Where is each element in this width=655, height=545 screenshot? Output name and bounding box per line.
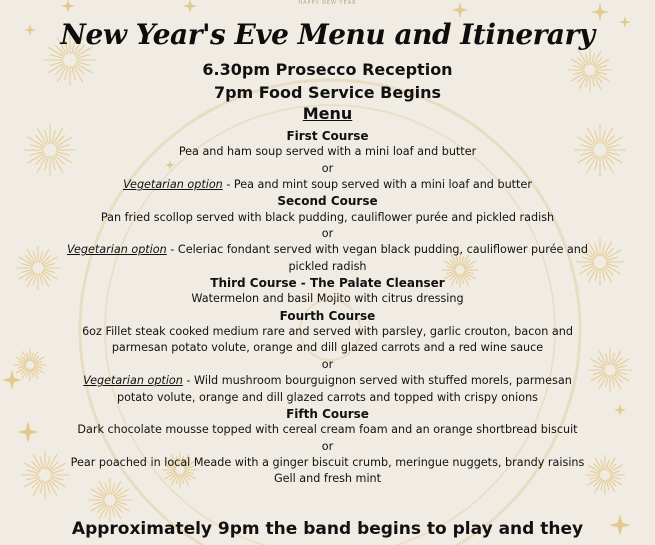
first-course-heading: First Course — [286, 129, 369, 143]
fifth-course-heading: Fifth Course — [286, 406, 369, 421]
fifth-course-or: or — [321, 439, 334, 453]
menu-list — [0, 128, 655, 488]
page-title: New Year's Eve Menu and Itinerary — [60, 18, 595, 51]
first-course-or: or — [321, 161, 334, 175]
fifth-course-main: Dark chocolate mousse topped with cereal cream foam and an orange shortbread biscuit — [77, 423, 578, 437]
fifth-course-alt: Pear poached in local Meade with a ginger biscuit crumb, meringue nuggets, brandy raisins — [70, 455, 585, 469]
third-course-main: Watermelon and basil Mojito with citrus dressing — [191, 292, 464, 306]
fourth-course-main-cont: parmesan potato volute, orange and dill glazed carrots and a red wine sauce — [111, 341, 544, 355]
third-course-heading: Third Course - The Palate Cleanser — [210, 276, 445, 291]
menu-heading: Menu — [302, 104, 353, 123]
first-course-veg — [0, 177, 655, 193]
first-course-main: Pea and ham soup served with a mini loaf and butter — [178, 145, 477, 159]
fourth-course-main: 6oz Fillet steak cooked medium rare and served with parsley, garlic crouton, bacon and — [82, 325, 573, 339]
second-course-veg — [0, 242, 655, 258]
second-course-or: or — [321, 227, 334, 241]
veg-option-text: - Pea and mint soup served with a mini loaf and butter — [222, 178, 532, 192]
fourth-course-veg-cont: potato volute, orange and dill glazed carrots and topped with crispy onions — [116, 390, 539, 404]
veg-option-label: Vegetarian option — [123, 178, 223, 192]
second-course-veg-cont: pickled radish — [288, 259, 367, 273]
veg-option-label: Vegetarian option — [83, 374, 183, 388]
band-note: Approximately 9pm the band begins to play and they — [71, 519, 584, 539]
fourth-course-heading: Fourth Course — [279, 308, 376, 323]
fifth-course-alt-cont: Gell and fresh mint — [273, 472, 382, 486]
happy-new-year-banner: HAPPY NEW YEAR — [298, 0, 357, 6]
veg-option-text: - Celeriac fondant served with vegan black pudding, cauliflower purée and — [166, 243, 588, 257]
food-service-time: 7pm Food Service Begins — [213, 83, 442, 102]
reception-time: 6.30pm Prosecco Reception — [202, 60, 453, 79]
second-course-heading: Second Course — [277, 194, 378, 209]
veg-option-text: - Wild mushroom bourguignon served with stuffed morels, parmesan — [182, 374, 572, 388]
fourth-course-or: or — [321, 357, 334, 371]
second-course-main: Pan fried scollop served with black pudding, cauliflower purée and pickled radish — [100, 210, 555, 224]
fourth-course-veg — [0, 373, 655, 389]
veg-option-label: Vegetarian option — [67, 243, 167, 257]
